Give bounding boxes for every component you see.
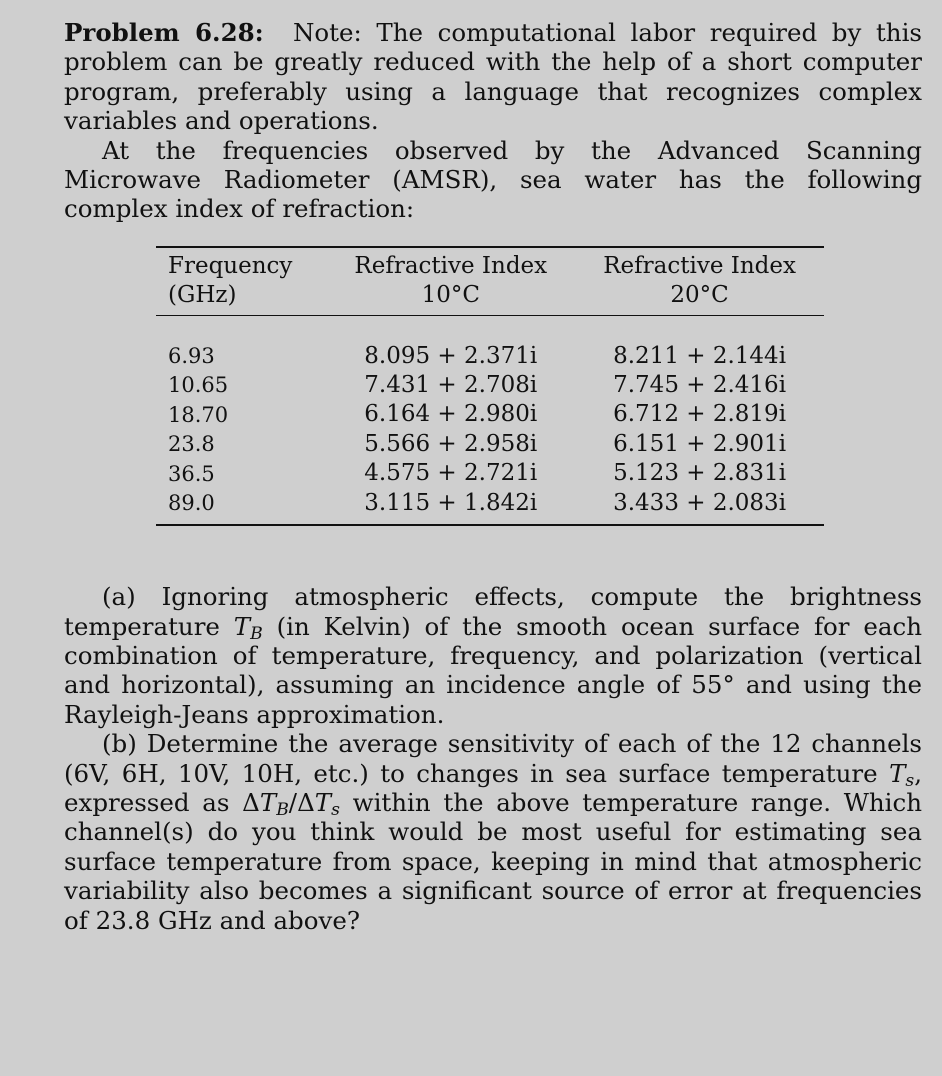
freq-cell: 36.5: [168, 461, 215, 486]
freq-cell: 10.65: [168, 373, 229, 398]
part-a-tb-var: T: [233, 611, 251, 641]
part-b-ts-sub-2: s: [331, 800, 340, 821]
index-10c-cell: 8.095 + 2.371i: [364, 342, 538, 369]
table-row: [156, 342, 824, 371]
problem-note: [64, 18, 922, 136]
table-row: [156, 371, 824, 400]
part-b-text-3: within the above temperature range. Which channel(s) do you think would be most useful for estimating sea surface temperature from space, keeping in mind that atmospheric variability also becomes a significant source of error at frequencies of 23.8 GHz and above?: [64, 787, 922, 935]
index-20c-cell: 6.151 + 2.901i: [613, 430, 787, 457]
index-20c-cell: 7.745 + 2.416i: [613, 372, 787, 399]
problem-label: Problem 6.28:: [64, 18, 264, 47]
part-a-tb-sub: B: [250, 623, 263, 644]
index-10c-cell: 3.115 + 1.842i: [326, 489, 575, 525]
table-row: [156, 400, 824, 429]
header-frequency: Frequency: [156, 247, 326, 281]
header-index-20c: Refractive Index: [575, 247, 824, 281]
freq-cell: 89.0: [156, 489, 326, 525]
table-row: [156, 489, 824, 525]
part-b-tb-var: T: [259, 787, 277, 817]
index-10c-cell: 7.431 + 2.708i: [364, 372, 538, 399]
freq-cell: 23.8: [168, 432, 215, 457]
header-temp-10c: 10°C: [326, 281, 575, 315]
part-a: [64, 582, 922, 729]
freq-cell: 6.93: [168, 343, 215, 368]
part-b-slash: /: [288, 787, 298, 817]
index-20c-cell: 6.712 + 2.819i: [613, 401, 787, 428]
header-frequency-unit: (GHz): [156, 281, 326, 315]
problem-intro: At the frequencies observed by the Advanced Scanning Microwave Radiometer (AMSR), sea water has the following complex index of refraction:: [64, 135, 922, 224]
part-b-text-1: (b) Determine the average sensitivity of each of the 12 channels (6V, 6H, 10V, 10H, etc.) to changes in sea surface temperature: [64, 729, 922, 788]
part-b-delta-1: Δ: [242, 787, 260, 817]
index-10c-cell: 6.164 + 2.980i: [364, 401, 538, 428]
index-20c-cell: 3.433 + 2.083i: [575, 489, 824, 525]
part-a-text-1: (a) Ignoring atmospheric effects, compute the brightness temperature: [64, 582, 922, 641]
table-row: [156, 430, 824, 459]
freq-cell: 18.70: [168, 402, 229, 427]
table-row: [156, 459, 824, 488]
part-b-text-2: , expressed as: [64, 758, 922, 817]
part-b-ts-var: T: [889, 758, 906, 788]
part-b-delta-2: Δ: [297, 787, 315, 817]
problem-note-text: Note: The computational labor required by this problem can be greatly reduced with the help of a short computer program, preferably using a language that recognizes complex variables and operations.: [64, 18, 922, 136]
index-10c-cell: 4.575 + 2.721i: [364, 460, 538, 487]
header-index-10c: Refractive Index: [326, 247, 575, 281]
part-b-tb-sub: B: [276, 800, 289, 821]
refractive-index-table: [156, 246, 824, 527]
header-temp-20c: 20°C: [575, 281, 824, 315]
index-20c-cell: 8.211 + 2.144i: [613, 342, 787, 369]
index-10c-cell: 5.566 + 2.958i: [364, 430, 538, 457]
index-20c-cell: 5.123 + 2.831i: [613, 460, 787, 487]
part-b: [64, 729, 922, 935]
part-b-ts-sub: s: [905, 770, 915, 791]
part-a-text-2: (in Kelvin) of the smooth ocean surface for each combination of temperature, frequency, and polarization (vertical and horizontal), assuming an incidence angle of 55° and using the Rayleigh-Jeans approximation.: [64, 611, 922, 729]
part-b-ts-var-2: T: [314, 787, 332, 817]
